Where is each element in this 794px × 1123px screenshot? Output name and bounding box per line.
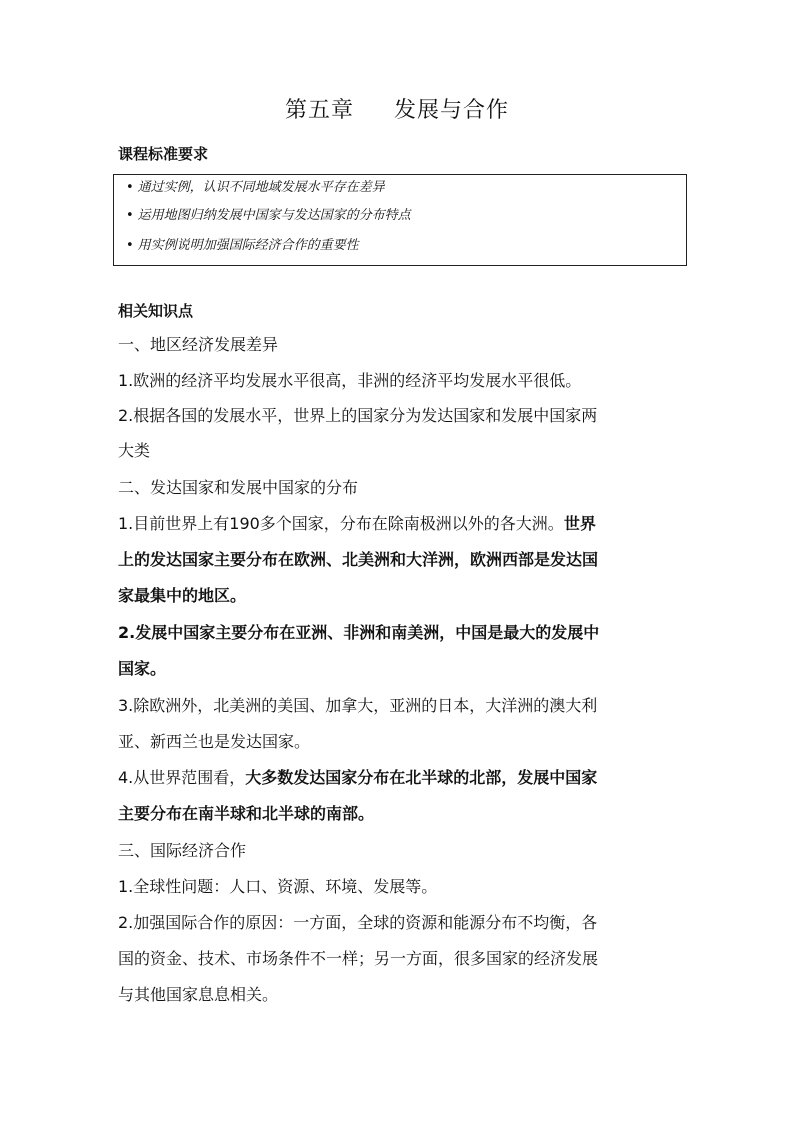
paragraph-line: 2.加强国际合作的原因：一方面，全球的资源和能源分布不均衡，各	[118, 913, 598, 932]
section-title: 二、发达国家和发展中国家的分布	[118, 478, 359, 497]
bullet-icon: •	[126, 208, 134, 223]
chapter-number: 第五章	[284, 98, 354, 123]
section-title: 三、国际经济合作	[118, 841, 247, 860]
paragraph-line: 亚、新西兰也是发达国家。	[118, 732, 311, 751]
paragraph-line: 家最集中的地区。	[118, 586, 247, 605]
paragraph-line: 与其他国家息息相关。	[118, 985, 279, 1004]
paragraph-line: 上的发达国家主要分布在欧洲、北美洲和大洋洲，欧洲西部是发达国	[118, 550, 599, 569]
paragraph-line: 国家。	[118, 659, 167, 678]
paragraph-line: 1.全球性问题：人口、资源、环境、发展等。	[118, 877, 438, 896]
paragraph-line: 大类	[118, 441, 151, 460]
standard-item: • 通过实例，认识不同地域发展水平存在差异	[126, 180, 385, 195]
paragraph-line: 1.欧洲的经济平均发展水平很高，非洲的经济平均发展水平很低。	[118, 371, 582, 390]
paragraph-line: 4.从世界范围看，大多数发达国家分布在北半球的北部，发展中国家	[118, 768, 598, 787]
paragraph-line: 2.根据各国的发展水平，世界上的国家分为发达国家和发展中国家两	[118, 406, 598, 425]
chapter-name: 发展与合作	[394, 98, 510, 123]
bullet-icon: •	[126, 180, 134, 195]
bullet-icon: •	[126, 238, 134, 253]
standards-heading: 课程标准要求	[118, 145, 209, 163]
paragraph-line: 3.除欧洲外，北美洲的美国、加拿大，亚洲的日本，大洋洲的澳大利	[118, 696, 598, 715]
paragraph-line: 1.目前世界上有190多个国家，分布在除南极洲以外的各大洲。世界	[118, 514, 596, 533]
standard-item: • 运用地图归纳发展中国家与发达国家的分布特点	[126, 208, 411, 223]
knowledge-heading: 相关知识点	[118, 302, 194, 320]
paragraph-line: 国的资金、技术、市场条件不一样；另一方面，很多国家的经济发展	[118, 949, 599, 968]
paragraph-line: 2.发展中国家主要分布在亚洲、非洲和南美洲，中国是最大的发展中	[118, 623, 600, 642]
paragraph-line: 主要分布在南半球和北半球的南部。	[118, 804, 375, 823]
standard-item: • 用实例说明加强国际经济合作的重要性	[126, 238, 359, 253]
standards-box	[113, 174, 687, 266]
section-title: 一、地区经济发展差异	[118, 335, 279, 354]
chapter-title	[0, 94, 794, 128]
